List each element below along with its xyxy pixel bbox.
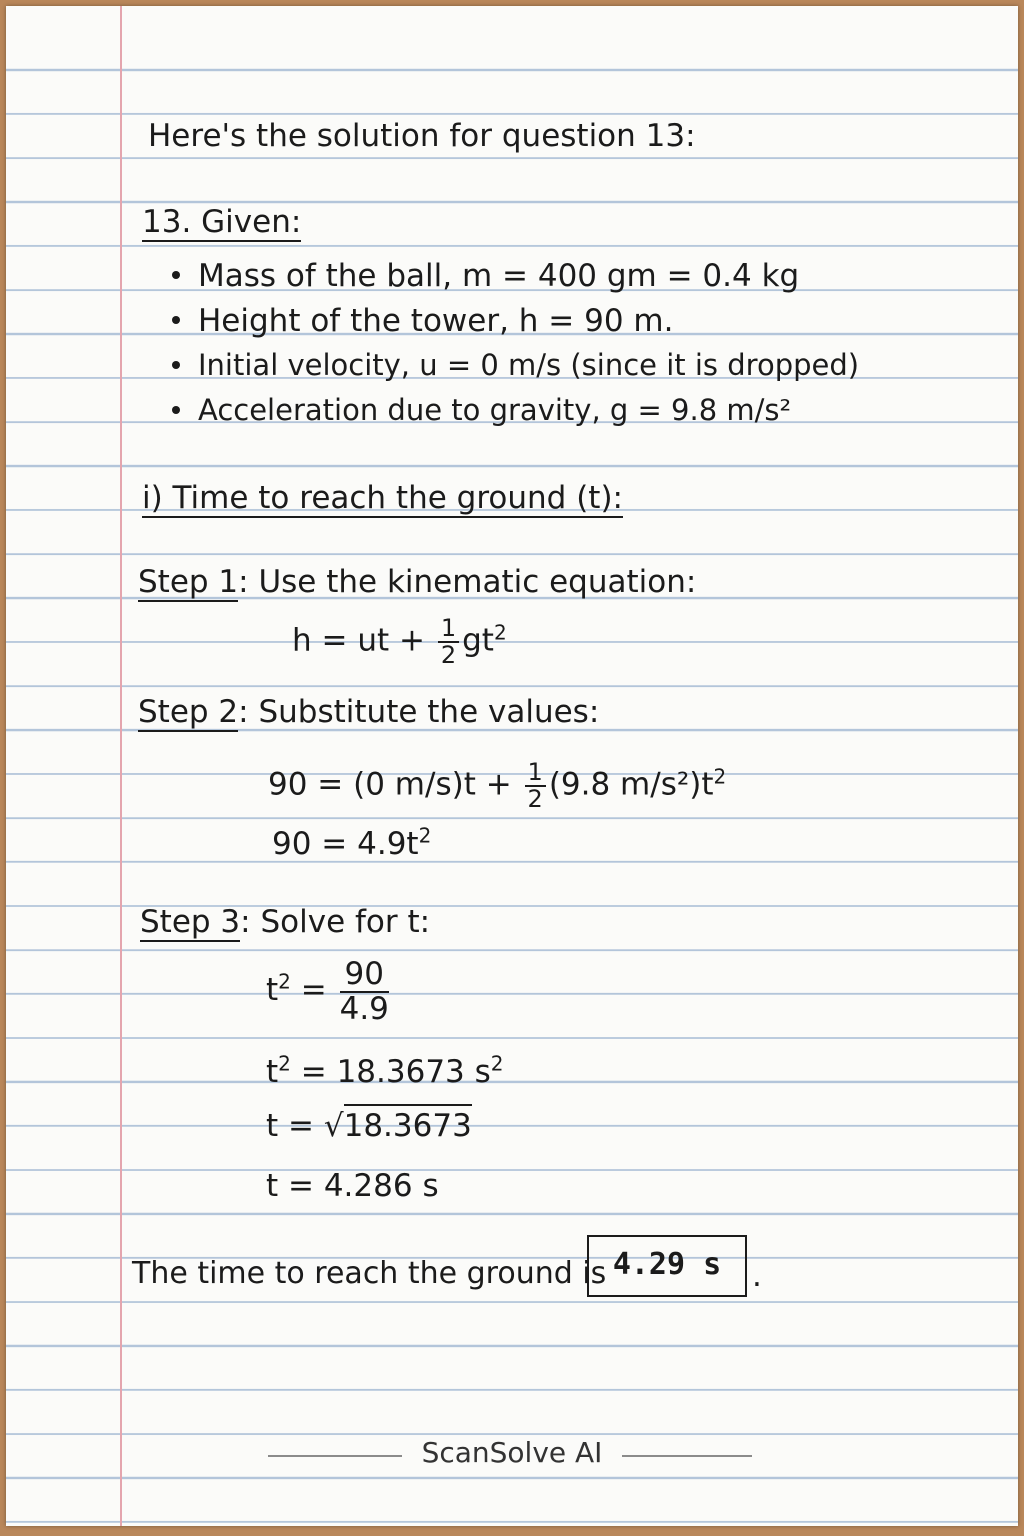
part-i-heading: i) Time to reach the ground (t): xyxy=(142,480,623,516)
eq-lhs: 90 = 4.9t xyxy=(272,826,419,862)
answer-value: 4.29 s xyxy=(612,1247,722,1282)
given-item-height: Height of the tower, h = 90 m. xyxy=(198,303,674,339)
eq-t: t xyxy=(266,1054,279,1090)
step1-line xyxy=(138,564,696,600)
step1-text: : Use the kinematic equation: xyxy=(238,564,697,600)
step3-equation-1 xyxy=(266,958,392,1025)
given-item-velocity: Initial velocity, u = 0 m/s (since it is dropped) xyxy=(198,348,860,382)
fraction xyxy=(438,616,459,668)
bullet xyxy=(172,361,180,369)
step2-line xyxy=(138,694,599,730)
exponent: 2 xyxy=(278,1051,291,1076)
fraction-denominator: 4.9 xyxy=(339,990,389,1027)
given-heading: 13. Given: xyxy=(142,204,302,240)
exponent: 2 xyxy=(278,969,291,994)
given-item-gravity: Acceleration due to gravity, g = 9.8 m/s² xyxy=(198,393,792,427)
eq-rhs: (9.8 m/s²)t xyxy=(548,766,714,803)
fraction xyxy=(525,760,546,812)
eq-rhs: = 18.3673 s xyxy=(290,1054,491,1090)
exponent: 2 xyxy=(713,764,727,789)
step2-text: : Substitute the values: xyxy=(238,694,600,730)
step3-equation-2 xyxy=(266,1051,504,1090)
notebook-page xyxy=(6,6,1018,1526)
exponent: 2 xyxy=(490,1051,504,1076)
step1-label: Step 1 xyxy=(138,564,239,600)
step1-equation xyxy=(292,616,507,668)
step2-label: Step 2 xyxy=(138,694,239,730)
fraction-denominator: 2 xyxy=(527,785,543,814)
eq-lhs: 90 = (0 m/s)t + xyxy=(268,766,512,803)
step3-equation-3 xyxy=(266,1108,472,1144)
fraction-numerator: 90 xyxy=(340,958,389,993)
conclusion-period: . xyxy=(752,1258,762,1294)
fraction xyxy=(340,958,389,1025)
step2-equation-2 xyxy=(272,823,432,862)
step3-text: : Solve for t: xyxy=(240,904,431,940)
fraction-denominator: 2 xyxy=(440,641,457,670)
eq-lhs: h = ut + xyxy=(292,622,425,659)
exponent: 2 xyxy=(418,823,432,848)
step3-equation-4: t = 4.286 s xyxy=(266,1168,439,1204)
margin-line xyxy=(120,6,122,1526)
radicand: 18.3673 xyxy=(344,1104,472,1144)
radical-icon: √ xyxy=(323,1108,344,1144)
exponent: 2 xyxy=(493,620,507,645)
eq-lhs: t = xyxy=(266,1108,324,1144)
step3-line xyxy=(140,904,430,940)
eq-equals: = xyxy=(290,972,327,1009)
footer-brand: ScanSolve AI xyxy=(421,1436,603,1469)
step2-equation-1 xyxy=(268,760,726,812)
intro-text: Here's the solution for question 13: xyxy=(148,118,696,154)
fraction-numerator: 1 xyxy=(438,616,459,643)
bullet xyxy=(172,406,180,414)
footer-divider-right xyxy=(622,1455,752,1457)
step3-label: Step 3 xyxy=(140,904,241,940)
conclusion-text: The time to reach the ground is xyxy=(132,1256,607,1291)
fraction-numerator: 1 xyxy=(525,760,546,787)
eq-t: t xyxy=(266,972,279,1009)
bullet xyxy=(172,271,180,279)
footer-divider-left xyxy=(268,1455,402,1457)
eq-rhs: gt xyxy=(462,622,494,659)
bullet xyxy=(172,316,180,324)
given-item-mass: Mass of the ball, m = 400 gm = 0.4 kg xyxy=(198,258,800,294)
